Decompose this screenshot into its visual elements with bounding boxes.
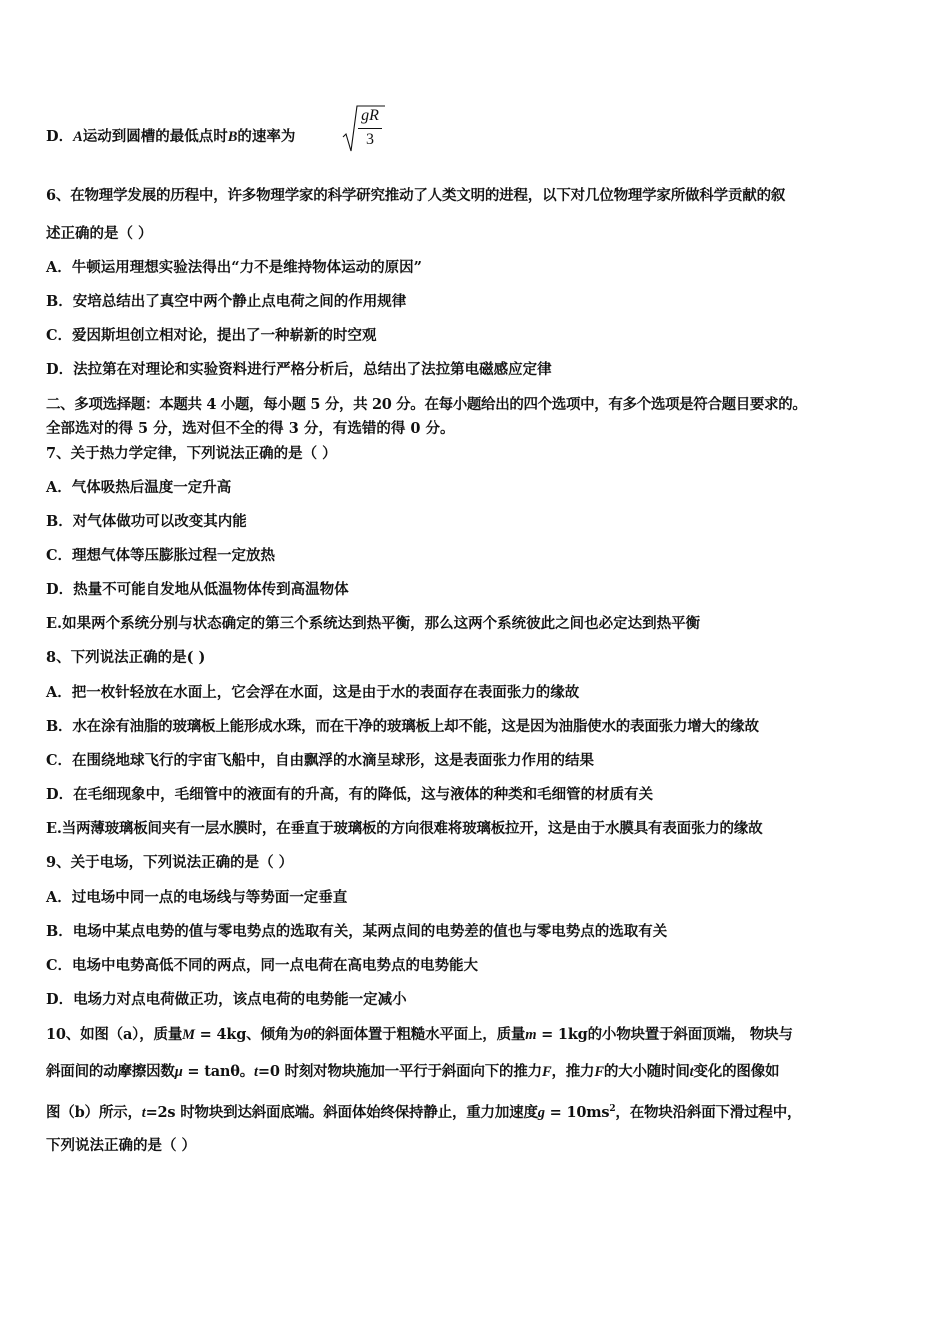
q5-option-d-mid: 运动到圆槽的最低点时 bbox=[82, 128, 228, 145]
q6-option-b: B．安培总结出了真空中两个静止点电荷之间的作用规律 bbox=[46, 293, 407, 310]
q10-line2 bbox=[46, 1062, 779, 1082]
q8-option-c: C．在围绕地球飞行的宇宙飞船中，自由飘浮的水滴呈球形，这是表面张力作用的结果 bbox=[46, 752, 595, 769]
q10-line1 bbox=[46, 1025, 793, 1045]
var-theta: θ bbox=[303, 1027, 311, 1043]
q10-text: 图（b）所示， bbox=[46, 1103, 142, 1121]
frac-numerator: gR bbox=[361, 107, 379, 124]
q10-text: =0 时刻对物块施加一平行于斜面向下的推力 bbox=[257, 1063, 542, 1080]
frac-bar bbox=[358, 128, 382, 129]
var-a: A bbox=[73, 129, 83, 145]
q6-stem-line2: 述正确的是（ ） bbox=[46, 225, 153, 242]
q10-text: = 1kg bbox=[536, 1026, 588, 1043]
q7-option-c: C．理想气体等压膨胀过程一定放热 bbox=[46, 547, 276, 564]
sqrt-expression bbox=[342, 104, 386, 154]
q5-option-d-suffix: 的速率为 bbox=[237, 128, 296, 145]
var-F: F bbox=[594, 1064, 604, 1080]
q9-option-b: B．电场中某点电势的值与零电势点的选取有关，某两点间的电势差的值也与零电势点的选取有关 bbox=[46, 923, 668, 940]
q8-option-d: D．在毛细现象中，毛细管中的液面有的升高，有的降低，这与液体的种类和毛细管的材质有关 bbox=[46, 786, 654, 803]
var-g: g bbox=[537, 1104, 545, 1121]
q9-option-d: D．电场力对点电荷做正功，该点电荷的电势能一定减小 bbox=[46, 991, 407, 1008]
q8-option-a: A．把一枚针轻放在水面上，它会浮在水面，这是由于水的表面存在表面张力的缘故 bbox=[46, 684, 580, 701]
q10-text: = 4kg、倾角为 bbox=[194, 1026, 304, 1043]
var-M: M bbox=[182, 1027, 195, 1043]
var-F: F bbox=[541, 1064, 552, 1080]
var-t: t bbox=[141, 1104, 146, 1121]
q7-option-e: E.如果两个系统分别与状态确定的第三个系统达到热平衡，那么这两个系统彼此之间也必定达到热平衡 bbox=[46, 615, 701, 632]
var-m: m bbox=[525, 1027, 537, 1043]
q6-stem-line1: 6、在物理学发展的历程中，许多物理学家的科学研究推动了人类文明的进程，以下对几位物理学家所做科学贡献的叙 bbox=[46, 187, 786, 204]
q10-text: ，推力 bbox=[551, 1063, 595, 1080]
q10-text: 的斜面体置于粗糙水平面上，质量 bbox=[310, 1026, 526, 1043]
q10-text: 斜面间的动摩擦因数 bbox=[46, 1063, 175, 1080]
q9-option-c: C．电场中电势高低不同的两点，同一点电荷在高电势点的电势能大 bbox=[46, 957, 479, 974]
var-t: t bbox=[689, 1064, 694, 1080]
q10-text: = tanθ。 bbox=[182, 1063, 255, 1080]
q10-line4: 下列说法正确的是（ ） bbox=[46, 1137, 197, 1154]
superscript: 2 bbox=[609, 1104, 616, 1114]
q7-option-b: B．对气体做功可以改变其内能 bbox=[46, 513, 247, 530]
q10-text: ，在物块沿斜面下滑过程中， bbox=[615, 1103, 802, 1121]
q10-text: = 10ms bbox=[544, 1103, 610, 1121]
var-t: t bbox=[254, 1064, 258, 1080]
q10-line3 bbox=[46, 1099, 801, 1123]
frac-denominator: 3 bbox=[366, 131, 374, 148]
var-mu: μ bbox=[174, 1064, 183, 1080]
q8-stem: 8、下列说法正确的是( ) bbox=[46, 649, 206, 666]
q10-text: 的大小随时间 bbox=[603, 1063, 690, 1080]
section2-line1: 二、多项选择题：本题共 4 小题，每小题 5 分，共 20 分。在每小题给出的四个选项中，有多个选项是符合题目要求的。 bbox=[46, 396, 807, 413]
q9-stem: 9、关于电场，下列说法正确的是（ ） bbox=[46, 854, 294, 871]
q10-text: 的小物块置于斜面顶端， 物块与 bbox=[587, 1026, 793, 1043]
q6-option-a: A．牛顿运用理想实验法得出“力不是维持物体运动的原因” bbox=[46, 259, 422, 276]
q7-stem: 7、关于热力学定律，下列说法正确的是（ ） bbox=[46, 445, 337, 462]
section2-line2: 全部选对的得 5 分，选对但不全的得 3 分，有选错的得 0 分。 bbox=[46, 420, 455, 437]
q8-option-b: B．水在涂有油脂的玻璃板上能形成水珠，而在干净的玻璃板上却不能，这是因为油脂使水的表面张力增大的缘故 bbox=[46, 718, 759, 735]
q10-text: =2s 时物块到达斜面底端。斜面体始终保持静止，重力加速度 bbox=[145, 1103, 538, 1121]
q6-option-d: D．法拉第在对理论和实验资料进行严格分析后，总结出了法拉第电磁感应定律 bbox=[46, 361, 552, 378]
q5-option-d bbox=[46, 127, 295, 147]
q6-option-c: C．爱因斯坦创立相对论，提出了一种崭新的时空观 bbox=[46, 327, 377, 344]
q7-option-a: A．气体吸热后温度一定升高 bbox=[46, 479, 232, 496]
q5-option-d-prefix: D． bbox=[46, 128, 74, 145]
q10-text: 10、如图（a），质量 bbox=[46, 1026, 183, 1043]
q8-option-e: E.当两薄玻璃板间夹有一层水膜时，在垂直于玻璃板的方向很难将玻璃板拉开，这是由于水膜具有表面张力的缘故 bbox=[46, 820, 763, 837]
var-b: B bbox=[227, 129, 238, 145]
q9-option-a: A．过电场中同一点的电场线与等势面一定垂直 bbox=[46, 889, 348, 906]
q7-option-d: D．热量不可能自发地从低温物体传到高温物体 bbox=[46, 581, 349, 598]
q10-text: 变化的图像如 bbox=[693, 1063, 780, 1080]
